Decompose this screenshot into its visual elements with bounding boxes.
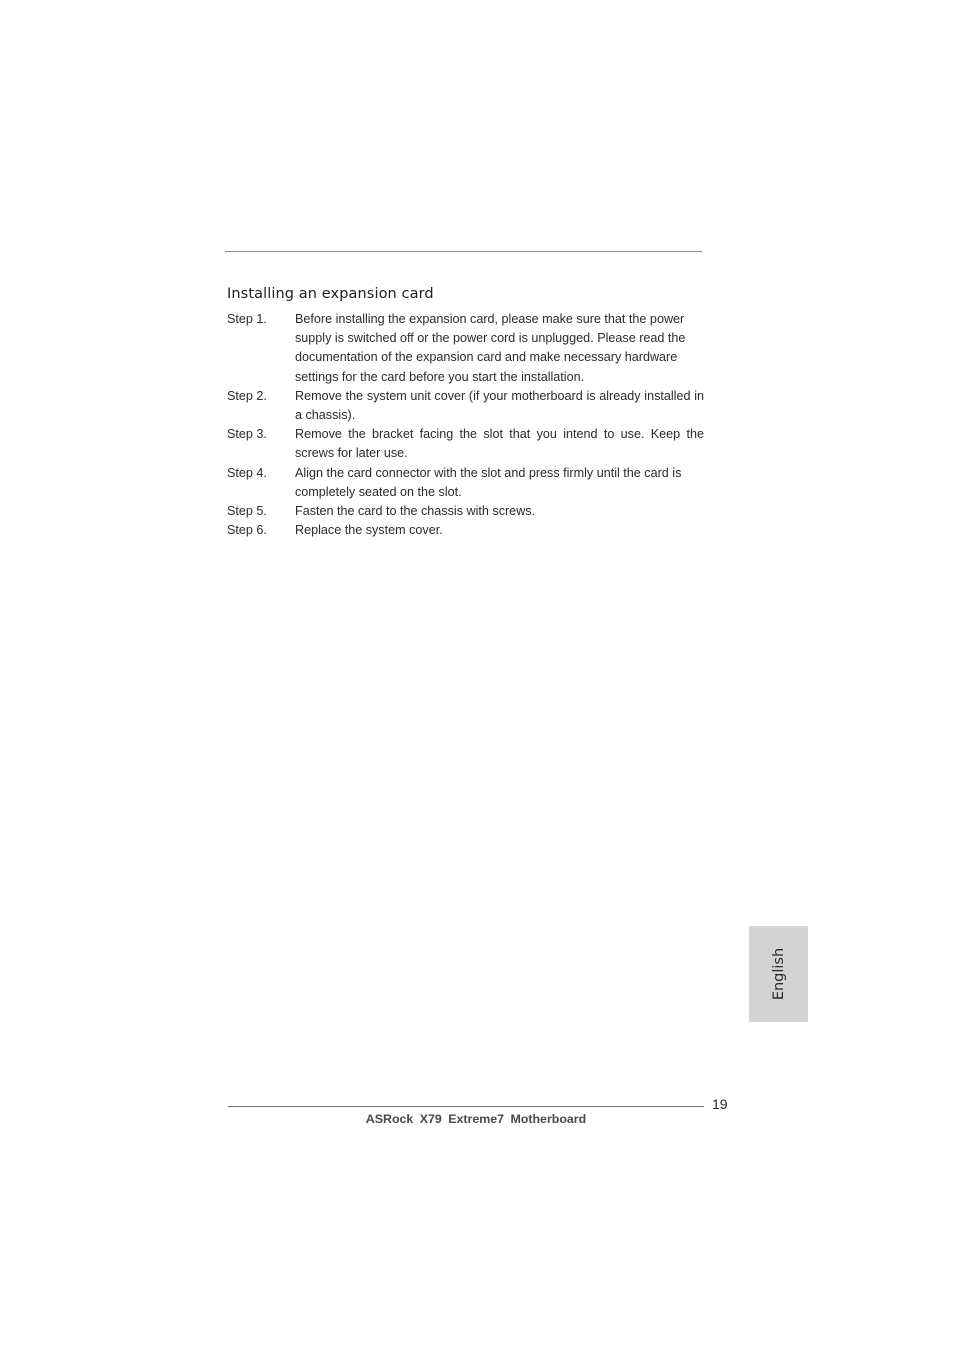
step-item (227, 502, 704, 521)
step-text: Remove the bracket facing the slot that you intend to use. Keep the screws for later use. (295, 427, 704, 461)
step-text: Remove the system unit cover (if your motherboard is already installed in a chassis). (295, 388, 704, 423)
step-item (227, 521, 704, 540)
step-text: Align the card connector with the slot and press firmly until the card is completely seated on the slot. (295, 465, 682, 499)
language-side-tab (749, 926, 808, 1022)
step-text: Before installing the expansion card, please make sure that the power supply is switched off or the power cord is unplugged. Please read the documentation of the expansion card and make necessary hardware settings for the card before you start the installation. (295, 312, 686, 384)
step-label: Step 4. (227, 465, 267, 480)
language-label: English (770, 947, 787, 1001)
page-number: 19 (712, 1096, 728, 1112)
top-divider (225, 251, 702, 252)
steps-list (227, 310, 704, 540)
step-label: Step 5. (227, 504, 267, 519)
step-label: Step 2. (227, 388, 267, 403)
step-item (227, 425, 704, 463)
section-title: Installing an expansion card (227, 286, 434, 302)
step-label: Step 3. (227, 427, 267, 442)
step-text: Fasten the card to the chassis with screws. (295, 504, 536, 519)
step-item (227, 464, 704, 502)
step-label: Step 6. (227, 523, 267, 538)
step-label: Step 1. (227, 312, 267, 326)
footer-divider (228, 1106, 704, 1107)
footer-title: ASRock X79 Extreme7 Motherboard (365, 1112, 587, 1126)
step-item (227, 310, 704, 387)
step-item (227, 387, 704, 425)
step-text: Replace the system cover. (295, 523, 443, 538)
